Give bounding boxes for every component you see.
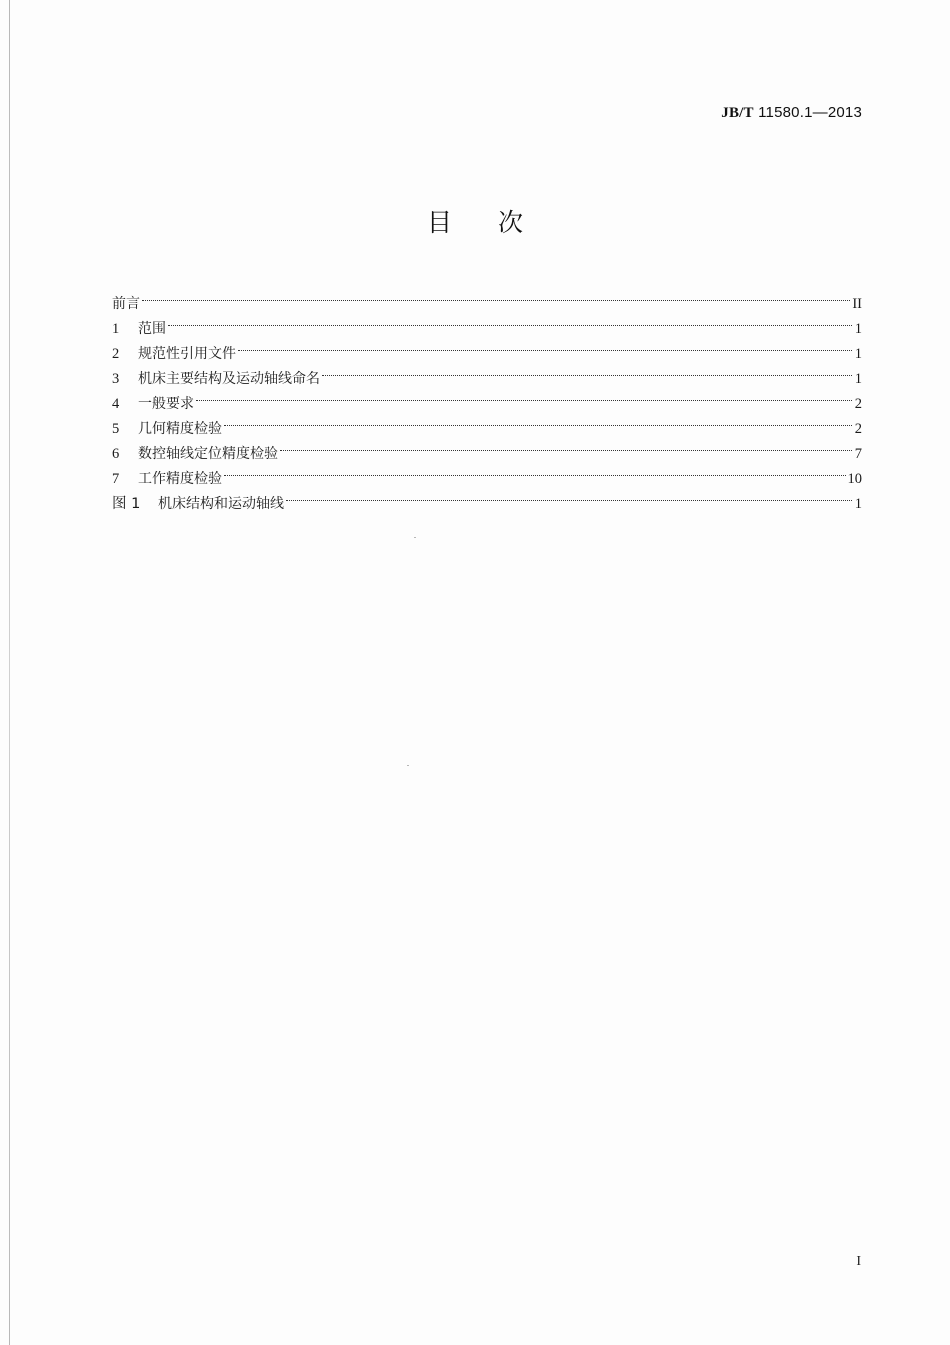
toc-entry-2[interactable] <box>112 333 862 362</box>
standard-code-prefix: JB/T <box>721 105 754 121</box>
toc-entry-number: 7 <box>112 471 120 487</box>
toc-leader-dots <box>286 483 852 508</box>
page-title: 目次 <box>426 208 569 237</box>
toc-entry-label: 机床结构和运动轴线 <box>158 496 284 512</box>
toc-entry-number: 4 <box>112 396 120 412</box>
scan-speck <box>414 537 416 538</box>
standard-code <box>721 104 862 122</box>
toc-entry-figure-1[interactable] <box>112 483 862 512</box>
toc-entry-label: 工作精度检验 <box>138 471 222 487</box>
toc-entry-label: 机床主要结构及运动轴线命名 <box>138 371 320 387</box>
toc-entry-7[interactable] <box>112 458 862 487</box>
toc-leader-dots <box>322 358 852 383</box>
toc-entry-page: 7 <box>854 446 862 462</box>
scan-speck <box>407 765 409 766</box>
toc-entry-number: 2 <box>112 346 120 362</box>
toc-entry-page: 10 <box>847 471 862 487</box>
toc-leader-dots <box>224 458 846 483</box>
toc-entry-number: 3 <box>112 371 120 387</box>
toc-entry-page: II <box>852 296 862 312</box>
toc-entry-5[interactable] <box>112 408 862 437</box>
toc-entry-label: 一般要求 <box>138 396 194 412</box>
binding-edge-line <box>9 0 10 1345</box>
toc-entry-number: 1 <box>112 321 120 337</box>
toc-entry-foreword[interactable] <box>112 283 862 312</box>
toc-leader-dots <box>238 333 852 358</box>
toc-leader-dots <box>142 283 850 308</box>
toc-entry-label: 前言 <box>112 296 140 312</box>
toc-entry-page: 1 <box>854 371 862 387</box>
toc-leader-dots <box>280 433 852 458</box>
toc-entry-page: 1 <box>854 321 862 337</box>
toc-leader-dots <box>168 308 852 333</box>
page-number: I <box>856 1254 861 1269</box>
toc-entry-label: 几何精度检验 <box>138 421 222 437</box>
standard-code-number: 11580.1—2013 <box>758 104 862 121</box>
toc-entry-number: 6 <box>112 446 120 462</box>
toc-entry-page: 1 <box>854 346 862 362</box>
toc-leader-dots <box>196 383 852 408</box>
toc-entry-label: 数控轴线定位精度检验 <box>138 446 278 462</box>
table-of-contents <box>112 283 862 512</box>
toc-entry-1[interactable] <box>112 308 862 337</box>
toc-entry-page: 2 <box>854 421 862 437</box>
toc-figure-number: 图 1 <box>112 496 141 512</box>
toc-leader-dots <box>224 408 852 433</box>
toc-entry-page: 1 <box>854 496 862 512</box>
toc-entry-4[interactable] <box>112 383 862 412</box>
toc-entry-label: 规范性引用文件 <box>138 346 236 362</box>
toc-entry-number: 5 <box>112 421 120 437</box>
toc-entry-label: 范围 <box>138 321 166 337</box>
toc-entry-page: 2 <box>854 396 862 412</box>
toc-entry-6[interactable] <box>112 433 862 462</box>
